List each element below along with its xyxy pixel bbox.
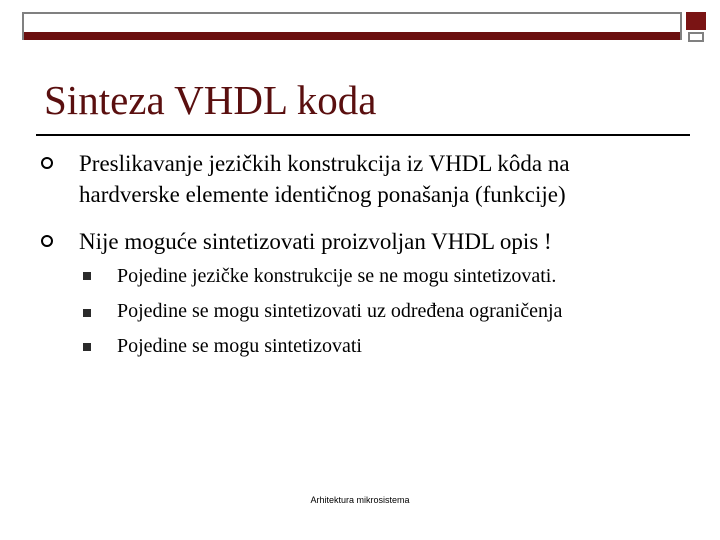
corner-decoration [686, 12, 708, 42]
sub-bullet-2-text: Pojedine se mogu sintetizovati uz određena ograničenja [117, 300, 563, 322]
bullet-1-line-1: Preslikavanje jezičkih konstrukcija iz VHDL kôda na [79, 151, 570, 176]
square-bullet-icon [83, 272, 91, 280]
sub-bullet-3-text: Pojedine se mogu sintetizovati [117, 335, 362, 357]
sub-bullet-1-text: Pojedine jezičke konstrukcije se ne mogu sintetizovati. [117, 265, 557, 287]
slide-title: Sinteza VHDL koda [44, 77, 377, 123]
corner-filled-square [686, 12, 706, 30]
hollow-circle-bullet-icon [41, 235, 53, 247]
square-bullet-icon [83, 309, 91, 317]
square-bullet-icon [83, 343, 91, 351]
hollow-circle-bullet-icon [41, 157, 53, 169]
top-decorative-bar [22, 12, 682, 40]
top-accent-band [24, 32, 680, 40]
bullet-1-line-2: hardverske elemente identičnog ponašanja (funkcije) [79, 182, 566, 207]
title-divider [36, 134, 690, 136]
bullet-2-line-1: Nije moguće sintetizovati proizvoljan VHDL opis ! [79, 229, 552, 254]
corner-outline-square [688, 32, 704, 42]
slide-footer: Arhitektura mikrosistema [310, 495, 410, 505]
